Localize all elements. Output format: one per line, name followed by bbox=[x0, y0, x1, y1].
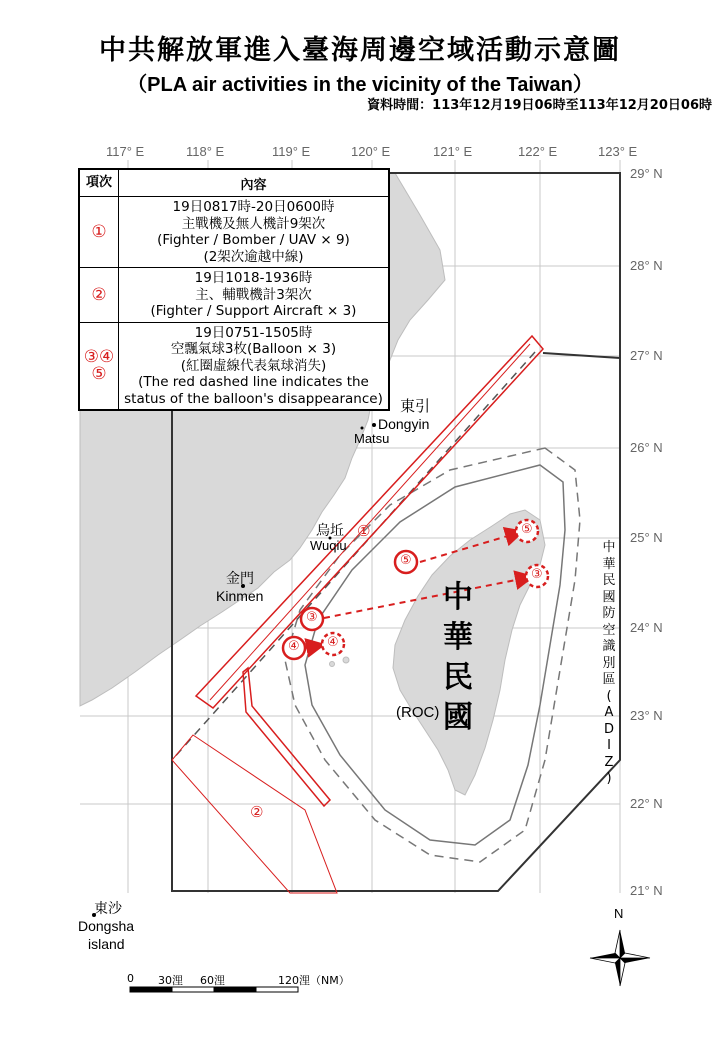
legend-row-2-num: ② bbox=[80, 268, 119, 323]
legend-header-item: 項次 bbox=[80, 170, 119, 197]
adiz-label bbox=[598, 540, 620, 788]
dongsha-label-zh: 東沙 bbox=[94, 900, 122, 916]
legend-row-2-line: (Fighter / Support Aircraft × 3) bbox=[150, 303, 357, 319]
lat-label-29: 29° N bbox=[630, 166, 663, 181]
balloon-4-end-marker: ④ bbox=[327, 635, 339, 650]
dongyin-label-zh: 東引 bbox=[400, 398, 431, 415]
balloon-track-4 bbox=[306, 645, 322, 648]
legend-row-3-line: (The red dashed line indicates the bbox=[138, 374, 369, 390]
kinmen-label-en: Kinmen bbox=[216, 588, 264, 604]
wuqiu-label-en: Wuqiu bbox=[310, 538, 347, 553]
north-label: N bbox=[614, 906, 624, 921]
matsu-label: Matsu bbox=[354, 431, 390, 446]
adiz-char: Z bbox=[604, 754, 614, 770]
legend-row-1 bbox=[80, 197, 389, 268]
lat-label-25: 25° N bbox=[630, 530, 663, 545]
balloon-4-start-marker: ④ bbox=[288, 639, 300, 654]
lat-label-28: 28° N bbox=[630, 258, 663, 273]
adiz-char: 華 bbox=[602, 556, 616, 572]
adiz-char: I bbox=[607, 738, 611, 753]
lon-label-119: 119° E bbox=[272, 144, 311, 159]
legend-row-3-line: 19日0751-1505時 bbox=[194, 324, 313, 341]
scale-label-60: 60浬 bbox=[200, 974, 225, 987]
legend-row-1-line: (Fighter / Bomber / UAV × 9) bbox=[157, 232, 350, 248]
adiz-char: 中 bbox=[602, 540, 616, 555]
adiz-char: 空 bbox=[602, 622, 616, 638]
roc-char-1: 中 bbox=[443, 580, 473, 615]
activity-zone-2-track bbox=[243, 668, 330, 806]
scale-label-0: 0 bbox=[127, 972, 134, 985]
lat-label-24: 24° N bbox=[630, 620, 663, 635]
legend-row-2 bbox=[80, 268, 389, 323]
lat-label-22: 22° N bbox=[630, 796, 663, 811]
balloon-3-end-marker: ③ bbox=[531, 567, 543, 582]
lat-label-21: 21° N bbox=[630, 883, 663, 898]
dongsha-label-en2: island bbox=[88, 936, 125, 952]
legend-row-1-num: ① bbox=[80, 197, 119, 268]
legend-row-3 bbox=[80, 322, 389, 410]
map-title: 中共解放軍進入臺海周邊空域活動示意圖 bbox=[99, 35, 621, 66]
legend-row-1-line: 19日0817時-20日0600時 bbox=[172, 199, 335, 215]
lat-label-26: 26° N bbox=[630, 440, 663, 455]
legend-table bbox=[78, 168, 390, 411]
adiz-char: ( bbox=[606, 688, 612, 704]
wuqiu-label-zh: 烏坵 bbox=[316, 522, 344, 538]
lon-label-117: 117° E bbox=[106, 144, 145, 159]
roc-char-2: 華 bbox=[443, 620, 473, 655]
data-time: 資料時間：113年12月19日06時至113年12月20日06時 bbox=[367, 98, 712, 113]
roc-char-4: 國 bbox=[443, 700, 473, 735]
dongyin-dot bbox=[372, 423, 376, 427]
lon-label-118: 118° E bbox=[186, 144, 225, 159]
lat-label-27: 27° N bbox=[630, 348, 663, 363]
adiz-char: ) bbox=[606, 771, 612, 786]
legend-row-1-line: (2架次逾越中線) bbox=[203, 248, 304, 265]
legend-row-1-line: 主戰機及無人機計9架次 bbox=[181, 215, 326, 232]
balloon-3-start-marker: ③ bbox=[306, 610, 318, 625]
adiz-char: A bbox=[604, 705, 614, 720]
map-subtitle: （PLA air activities in the vicinity of the Taiwan） bbox=[127, 74, 593, 96]
zone-1-marker: ① bbox=[357, 522, 371, 540]
zone-2-marker: ② bbox=[250, 803, 264, 821]
adiz-char: 國 bbox=[602, 589, 616, 605]
dongyin-label-en: Dongyin bbox=[378, 416, 430, 432]
balloon-5-end-marker: ⑤ bbox=[521, 522, 533, 537]
north-compass-icon bbox=[590, 930, 650, 986]
kinmen-label-zh: 金門 bbox=[226, 570, 254, 586]
legend-row-3-line: 空飄氣球3枚(Balloon × 3) bbox=[170, 341, 337, 357]
adiz-char: 別 bbox=[602, 655, 616, 671]
roc-char-3: 民 bbox=[443, 660, 473, 695]
lon-label-122: 122° E bbox=[518, 144, 558, 159]
legend-row-2-line: 主、輔戰機計3架次 bbox=[195, 286, 312, 303]
lon-label-120: 120° E bbox=[351, 144, 391, 159]
adiz-char: 區 bbox=[602, 672, 616, 687]
balloon-5-start-marker: ⑤ bbox=[400, 553, 412, 568]
dongsha-label-en1: Dongsha bbox=[78, 918, 135, 934]
roc-label-en: (ROC) bbox=[396, 704, 440, 721]
scale-label-120: 120浬（NM） bbox=[278, 974, 350, 987]
scale-label-30: 30浬 bbox=[158, 974, 183, 987]
adiz-char: 識 bbox=[602, 639, 616, 654]
legend-row-3-line: status of the balloon's disappearance) bbox=[124, 390, 383, 407]
matsu-dot bbox=[361, 427, 364, 430]
adiz-char: D bbox=[603, 721, 614, 737]
legend-header-content: 內容 bbox=[119, 170, 389, 197]
lon-label-121: 121° E bbox=[433, 144, 473, 159]
legend-row-3-num: ③④⑤ bbox=[80, 322, 119, 410]
adiz-char: 民 bbox=[602, 573, 616, 588]
adiz-char: 防 bbox=[602, 606, 616, 621]
legend-row-2-line: 19日1018-1936時 bbox=[194, 270, 313, 286]
lon-label-123: 123° E bbox=[598, 144, 638, 159]
legend-row-3-line: (紅圈虛線代表氣球消失) bbox=[180, 357, 327, 374]
lat-label-23: 23° N bbox=[630, 708, 663, 723]
